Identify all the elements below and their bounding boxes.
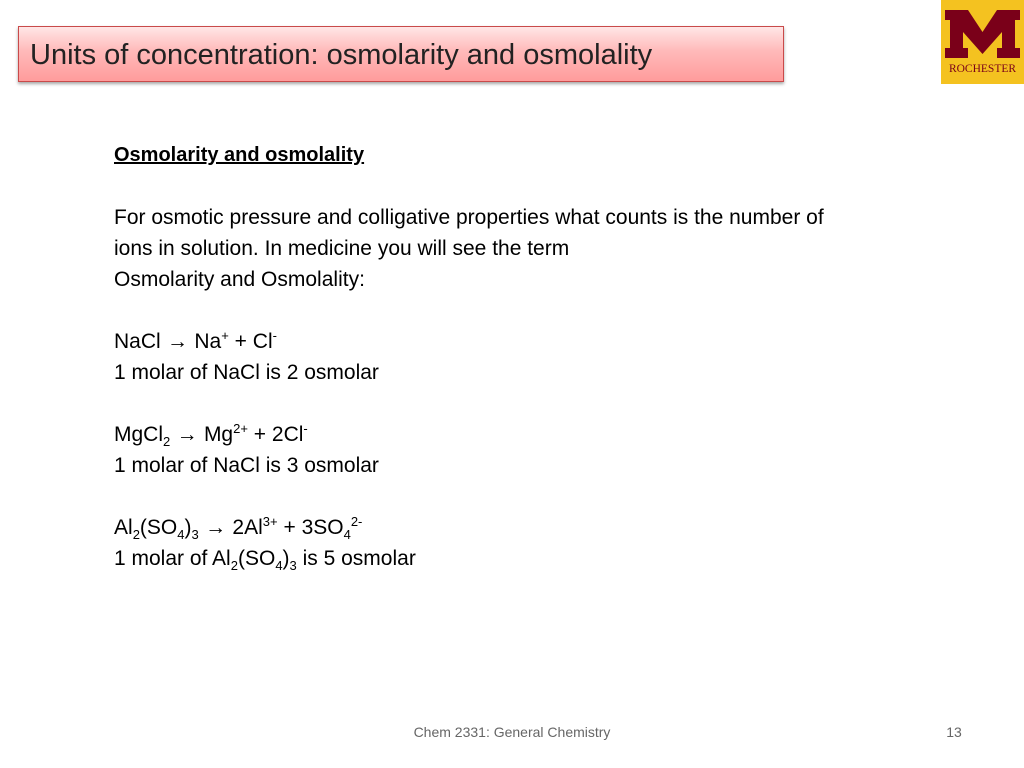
logo-caption: ROCHESTER: [948, 63, 1017, 75]
arrow-right-icon: →: [167, 330, 189, 353]
slide-title-box: [18, 26, 784, 82]
block-m-logo-icon: [941, 0, 1024, 64]
arrow-right-icon: →: [205, 516, 227, 539]
intro-line-3: Osmolarity and Osmolality:: [114, 268, 365, 291]
note-al2so43: 1 molar of $Al_2(SO_4)_3$ is 5 osmolar: [114, 547, 416, 573]
section-heading: Osmolarity and osmolality: [114, 144, 365, 166]
intro-line-1: For osmotic pressure and colligative properties what counts is the number of: [114, 206, 824, 229]
slide-footer: Chem 2331: General Chemistry: [413, 724, 611, 740]
page-number: 13: [946, 724, 962, 740]
intro-line-2: ions in solution. In medicine you will see the term: [114, 237, 570, 260]
equation-mgcl2: MgCl$_2$ → $Mg^{2+} + 2Cl^-$: [114, 421, 308, 449]
note-nacl: 1 molar of NaCl is 2 osmolar: [114, 361, 379, 384]
university-logo: [941, 0, 1024, 84]
arrow-right-icon: →: [176, 423, 198, 446]
slide-body: [114, 140, 934, 574]
slide-title: Units of concentration: osmolarity and osmolality: [30, 39, 653, 71]
equation-al2so43: $Al_2(SO_4)_3 \to 2Al^{3+} + 3SO_4^{2-}$: [114, 514, 363, 542]
note-mgcl2: 1 molar of NaCl is 3 osmolar: [114, 454, 379, 477]
equation-nacl: NaCl → Na+ + Cl-: [114, 326, 934, 357]
